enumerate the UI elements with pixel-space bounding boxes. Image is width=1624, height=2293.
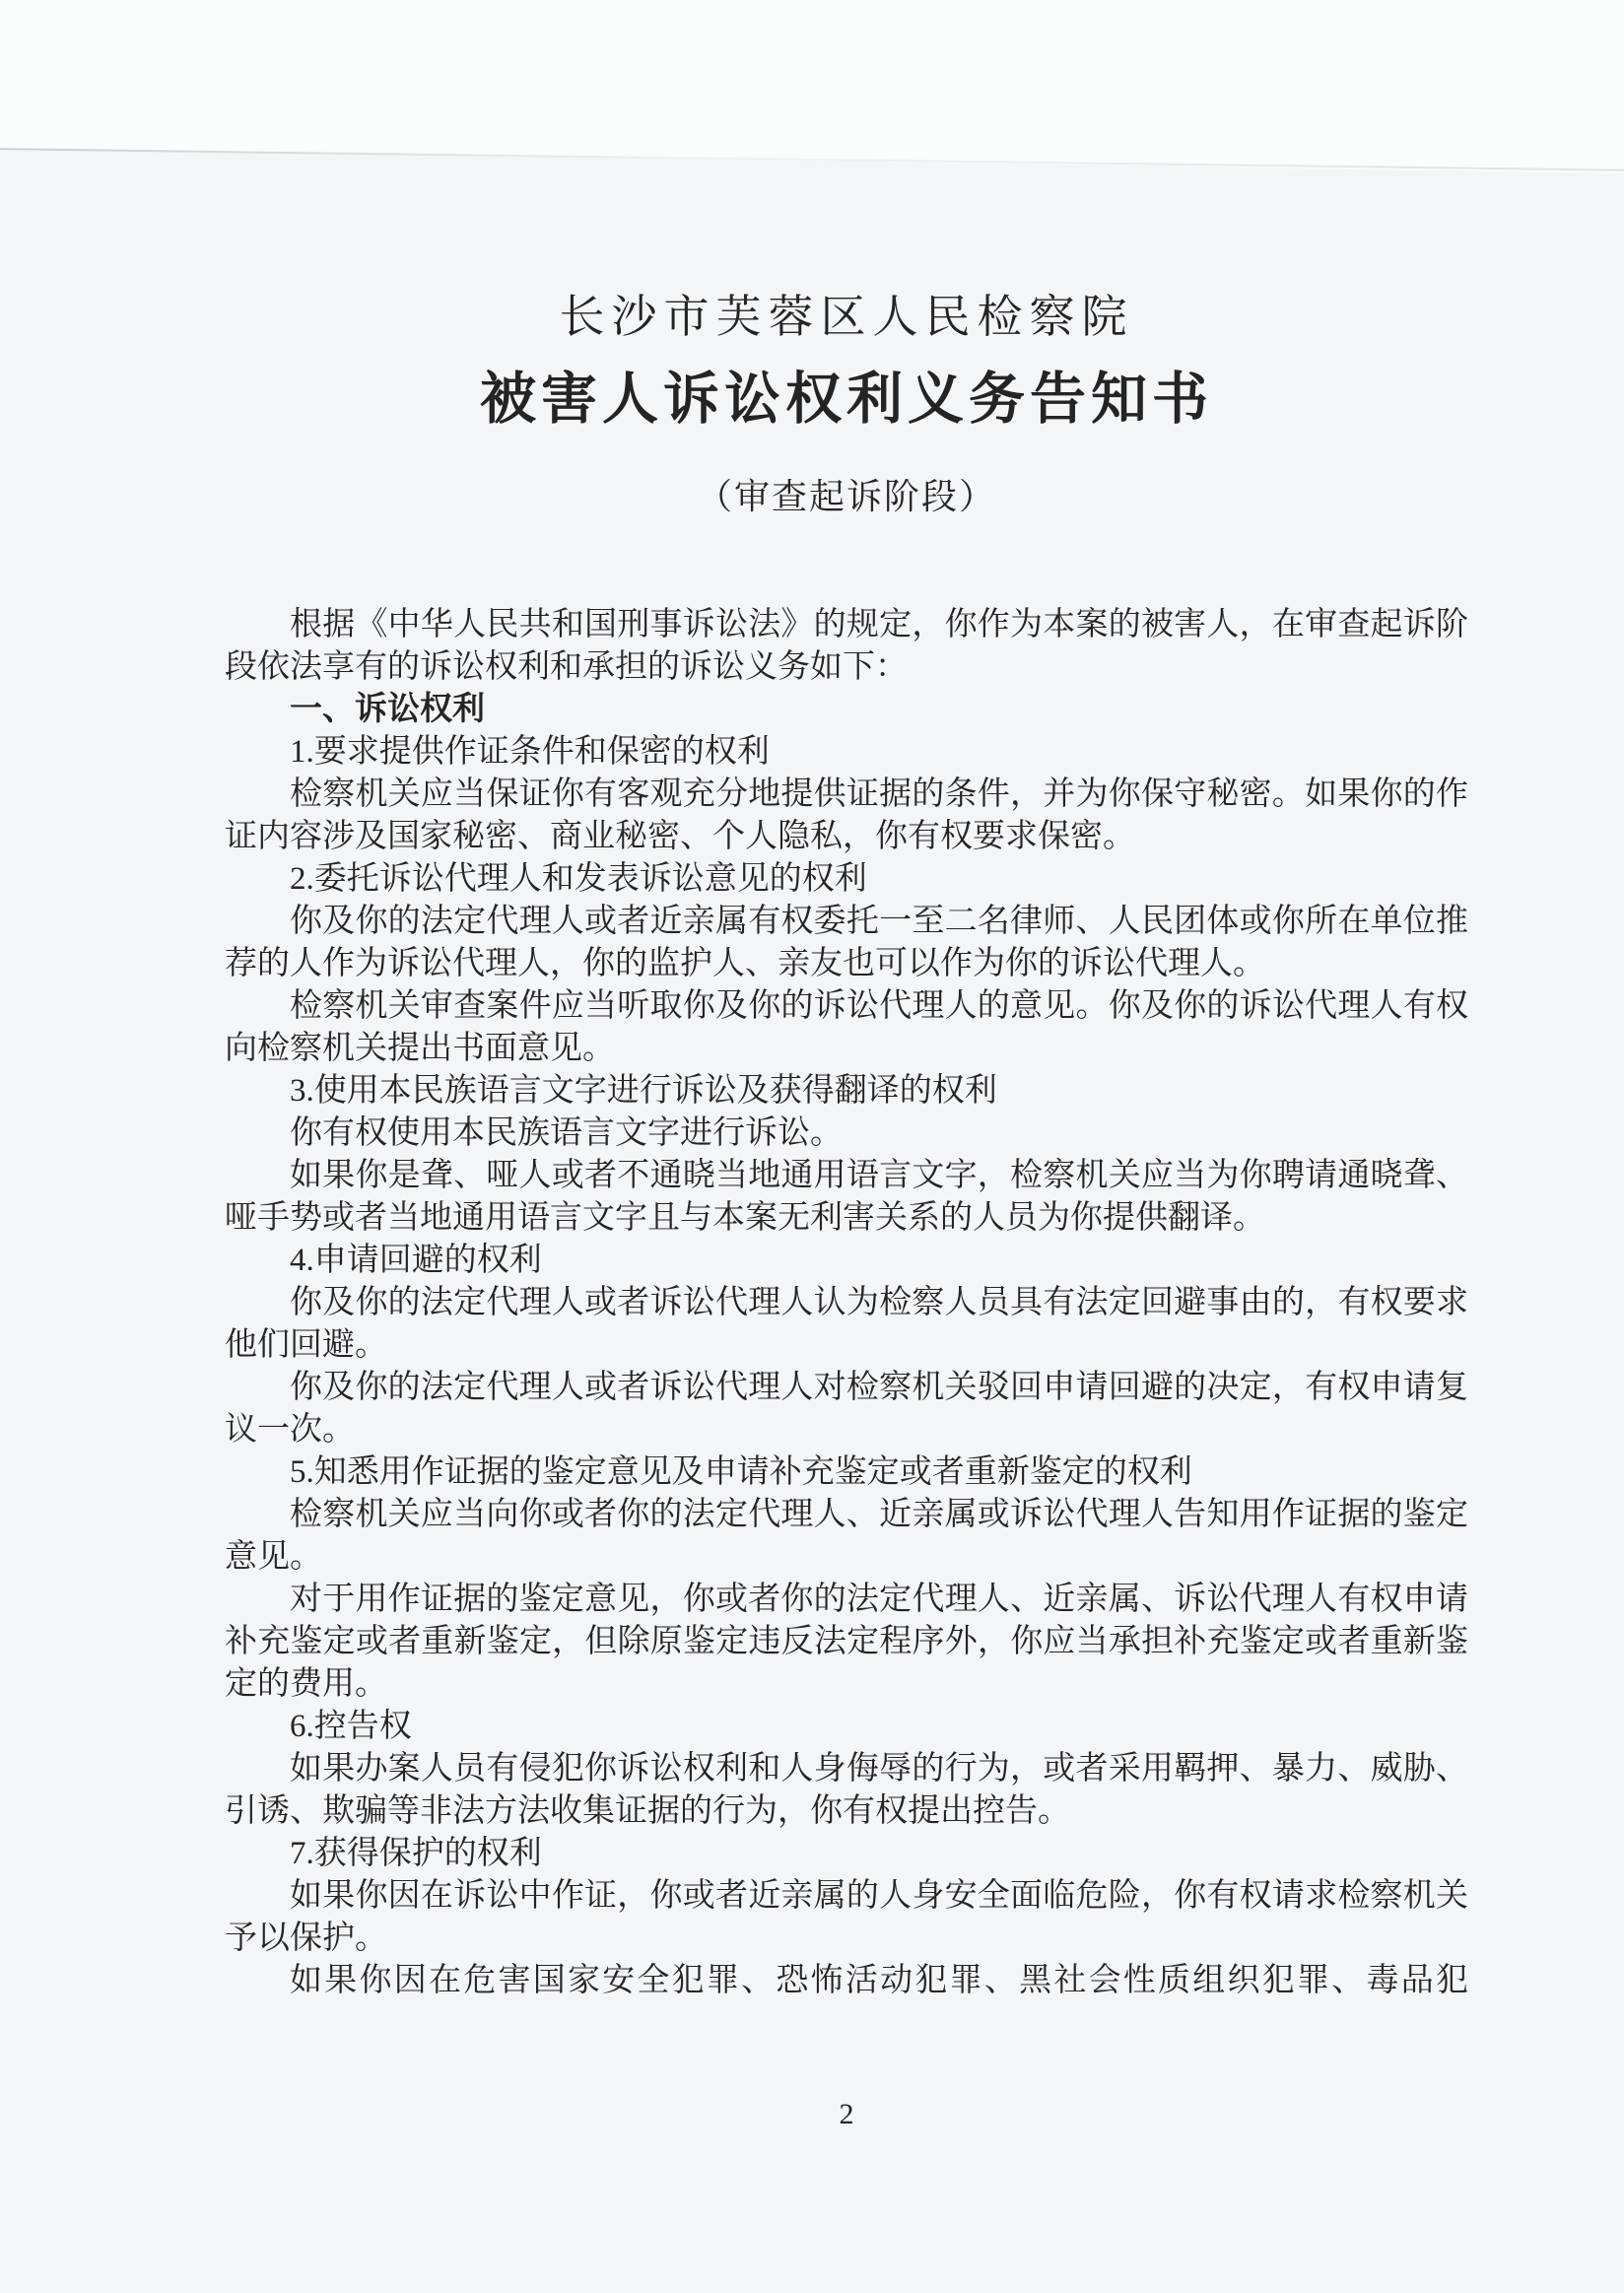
paragraph-body: 根据《中华人民共和国刑事诉讼法》的规定，你作为本案的被害人，在审查起诉阶段依法享有的诉讼权利和承担的诉讼义务如下： xyxy=(225,607,1468,685)
org-name: 长沙市芙蓉区人民检察院 xyxy=(559,292,1134,342)
document-title: 被害人诉讼权利义务告知书 xyxy=(480,369,1213,431)
paragraph-body: 你有权使用本民族语言文字进行诉讼。 xyxy=(290,1115,843,1151)
paragraph-body: 如果你是聋、哑人或者不通晓当地通用语言文字，检察机关应当为你聘请通晓聋、哑手势或者当地通用语言文字且与本案无利害关系的人员为你提供翻译。 xyxy=(225,1158,1468,1236)
paragraph-item-heading: 4.申请回避的权利 xyxy=(290,1243,542,1278)
paragraph-body: 你及你的法定代理人或者诉讼代理人认为检察人员具有法定回避事由的，有权要求他们回避。 xyxy=(225,1285,1468,1363)
paragraph-item-heading: 3.使用本民族语言文字进行诉讼及获得翻译的权利 xyxy=(290,1073,997,1109)
paragraph-section-heading: 一、诉讼权利 xyxy=(290,692,485,727)
scan-top-strip xyxy=(0,0,1624,182)
paragraph-item-heading: 6.控告权 xyxy=(290,1709,412,1744)
paragraph-item-heading: 2.委托诉讼代理人和发表诉讼意见的权利 xyxy=(290,861,867,897)
paragraph-body: 你及你的法定代理人或者诉讼代理人对检察机关驳回申请回避的决定，有权申请复议一次。 xyxy=(225,1370,1468,1448)
paragraph-body: 你及你的法定代理人或者近亲属有权委托一至二名律师、人民团体或你所在单位推荐的人作为诉讼代理人，你的监护人、亲友也可以作为你的诉讼代理人。 xyxy=(225,904,1468,981)
paragraph-body: 检察机关审查案件应当听取你及你的诉讼代理人的意见。你及你的诉讼代理人有权向检察机关提出书面意见。 xyxy=(225,988,1468,1066)
paragraph-body: 如果你因在危害国家安全犯罪、恐怖活动犯罪、黑社会性质组织犯罪、毒品犯 xyxy=(290,1963,1468,1998)
paragraph-body: 检察机关应当向你或者你的法定代理人、近亲属或诉讼代理人告知用作证据的鉴定意见。 xyxy=(225,1497,1468,1575)
paragraph-body: 如果你因在诉讼中作证，你或者近亲属的人身安全面临危险，你有权请求检察机关予以保护。 xyxy=(225,1878,1468,1956)
paragraph-item-heading: 5.知悉用作证据的鉴定意见及申请补充鉴定或者重新鉴定的权利 xyxy=(290,1454,1192,1490)
document-stage-note: （审查起诉阶段） xyxy=(696,477,996,516)
document-body xyxy=(225,604,1468,2002)
paragraph-item-heading: 7.获得保护的权利 xyxy=(290,1836,542,1871)
paragraph-item-heading: 1.要求提供作证条件和保密的权利 xyxy=(290,734,770,770)
paragraph-body: 如果办案人员有侵犯你诉讼权利和人身侮辱的行为，或者采用羁押、暴力、威胁、引诱、欺骗等非法方法收集证据的行为，你有权提出控告。 xyxy=(225,1751,1468,1829)
page-number: 2 xyxy=(839,2098,854,2130)
paragraph-body: 对于用作证据的鉴定意见，你或者你的法定代理人、近亲属、诉讼代理人有权申请补充鉴定或者重新鉴定，但除原鉴定违反法定程序外，你应当承担补充鉴定或者重新鉴定的费用。 xyxy=(225,1582,1468,1702)
paragraph-body: 检察机关应当保证你有客观充分地提供证据的条件，并为你保守秘密。如果你的作证内容涉及国家秘密、商业秘密、个人隐私，你有权要求保密。 xyxy=(225,776,1468,854)
